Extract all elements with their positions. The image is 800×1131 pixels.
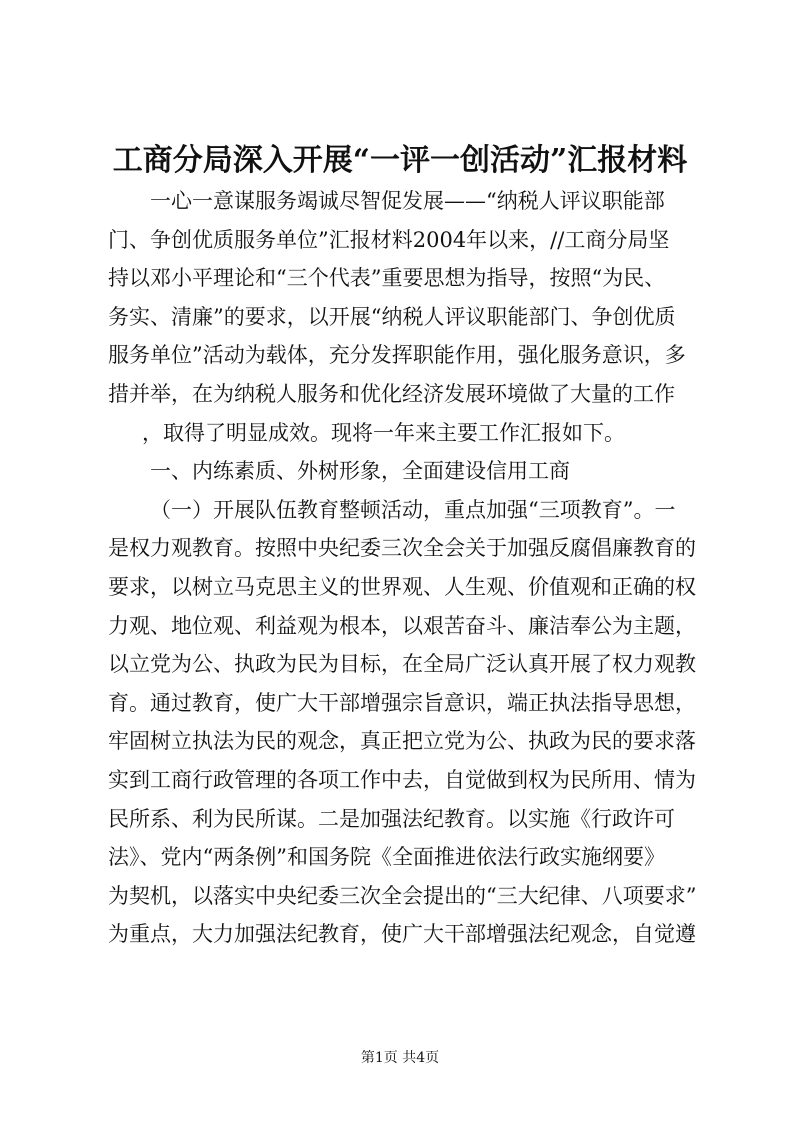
body-line: 力观、地位观、利益观为根本，以艰苦奋斗、廉洁奉公为主题， — [108, 613, 696, 638]
body-line: 门、争创优质服务单位”汇报材料2004年以来，//工商分局坚 — [108, 227, 670, 252]
body-line: 务实、清廉”的要求，以开展“纳税人评议职能部门、争创优质 — [108, 304, 676, 329]
body-line: ，取得了明显成效。现将一年来主要工作汇报如下。 — [142, 420, 625, 445]
page-footer: 第1页 共4页 — [360, 1050, 440, 1066]
section-heading: 一、内练素质、外树形象，全面建设信用工商 — [150, 459, 570, 484]
body-line: 持以邓小平理论和“三个代表”重要思想为指导，按照“为民、 — [108, 266, 666, 291]
body-line: 以立党为公、执政为民为目标，在全局广泛认真开展了权力观教 — [108, 652, 696, 677]
body-line: 为重点，大力加强法纪教育，使广大干部增强法纪观念，自觉遵 — [108, 922, 696, 947]
body-line: 牢固树立执法为民的观念，真正把立党为公、执政为民的要求落 — [108, 729, 696, 754]
body-line: （一）开展队伍教育整顿活动，重点加强“三项教育”。一 — [150, 497, 676, 522]
body-line: 法》、党内“两条例”和国务院《全面推进依法行政实施纲要》 — [108, 845, 665, 870]
document-body — [108, 182, 708, 954]
body-line: 育。通过教育，使广大干部增强宗旨意识，端正执法指导思想， — [108, 690, 696, 715]
body-line: 服务单位”活动为载体，充分发挥职能作用，强化服务意识，多 — [108, 343, 686, 368]
body-line: 实到工商行政管理的各项工作中去，自觉做到权为民所用、情为 — [108, 767, 696, 792]
body-line: 要求，以树立马克思主义的世界观、人生观、价值观和正确的权 — [108, 574, 696, 599]
body-line: 为契机，以落实中央纪委三次全会提出的“三大纪律、八项要求” — [108, 883, 697, 908]
body-line: 是权力观教育。按照中央纪委三次全会关于加强反腐倡廉教育的 — [108, 536, 696, 561]
document-title: 工商分局深入开展“一评一创活动”汇报材料 — [112, 143, 688, 178]
body-line: 一心一意谋服务竭诚尽智促发展——“纳税人评议职能部 — [150, 189, 665, 213]
body-line: 措并举，在为纳税人服务和优化经济发展环境做了大量的工作 — [108, 381, 675, 406]
body-line: 民所系、利为民所谋。二是加强法纪教育。以实施《行政许可 — [108, 806, 675, 831]
